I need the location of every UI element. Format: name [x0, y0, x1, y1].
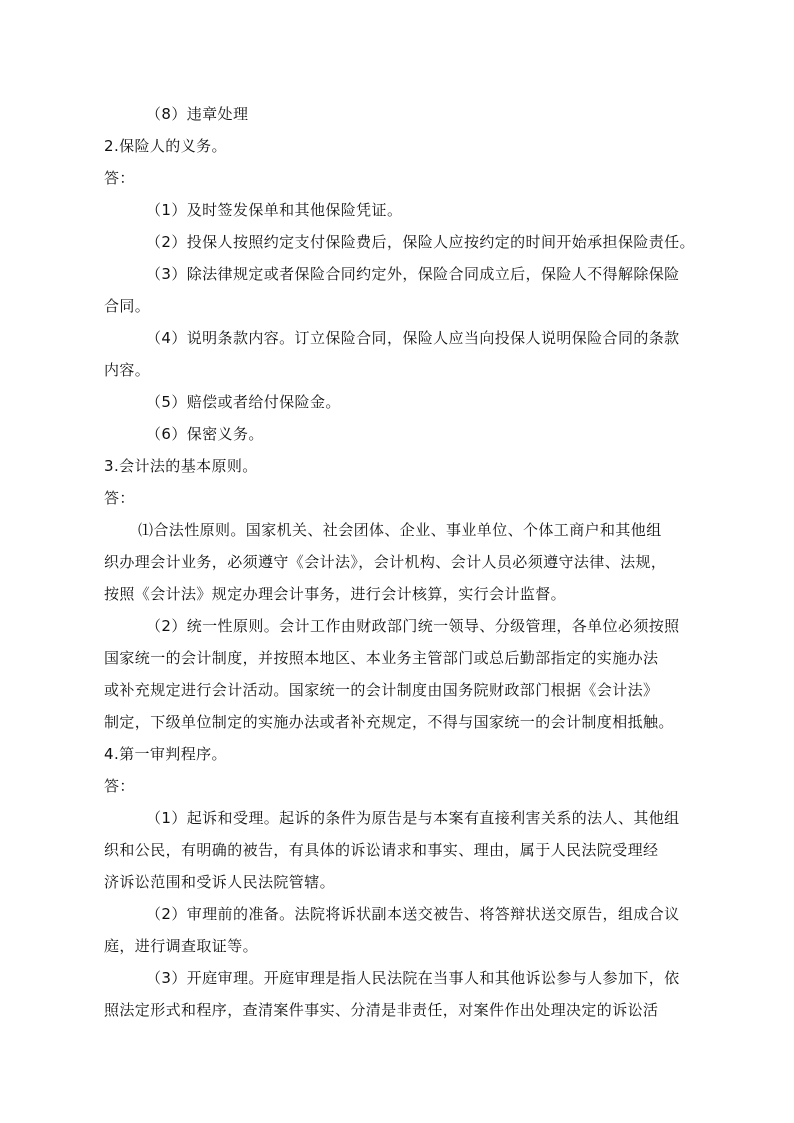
answer-item: （2）投保人按照约定支付保险费后，保险人应按约定的时间开始承担保险责任。: [146, 233, 695, 251]
answer-item: （3）开庭审理。开庭审理是指人民法院在当事人和其他诉讼参与人参加下，依: [146, 969, 680, 987]
answer-item: （4）说明条款内容。订立保险合同，保险人应当向投保人说明保险合同的条款: [146, 329, 680, 347]
answer-label: 答：: [104, 777, 135, 795]
answer-item: （6）保密义务。: [146, 425, 264, 443]
answer-item: （2）统一性原则。会计工作由财政部门统一领导、分级管理，各单位必须按照: [146, 617, 680, 635]
answer-item: （3）除法律规定或者保险合同约定外，保险合同成立后，保险人不得解除保险: [146, 265, 680, 283]
list-item-8-violation-handling: （8）违章处理: [146, 105, 249, 123]
answer-item-continuation: 庭，进行调查取证等。: [104, 937, 259, 955]
answer-item-continuation: 济诉讼范围和受诉人民法院管辖。: [104, 873, 336, 891]
answer-item-continuation: 国家统一的会计制度，并按照本地区、本业务主管部门或总后勤部指定的实施办法: [104, 649, 659, 667]
answer-item-continuation: 制定，下级单位制定的实施办法或者补充规定，不得与国家统一的会计制度相抵触。: [104, 713, 674, 731]
answer-item-continuation: 织办理会计业务，必须遵守《会计法》，会计机构、会计人员必须遵守法律、法规，: [104, 553, 667, 571]
answer-item: （1）及时签发保单和其他保险凭证。: [146, 201, 403, 219]
answer-item: （2）审理前的准备。法院将诉状副本送交被告、将答辩状送交原告，组成合议: [146, 905, 680, 923]
answer-label: 答：: [104, 169, 135, 187]
answer-item-continuation: 按照《会计法》规定办理会计事务，进行会计核算，实行会计监督。: [104, 585, 567, 603]
question-2-heading: 2.保险人的义务。: [104, 137, 227, 155]
answer-item-continuation: 内容。: [104, 361, 151, 379]
answer-item-continuation: 照法定形式和程序，查清案件事实、分清是非责任，对案件作出处理决定的诉讼活: [104, 1001, 659, 1019]
answer-item: ⑴合法性原则。国家机关、社会团体、企业、事业单位、个体工商户和其他组: [138, 521, 662, 539]
answer-item-continuation: 或补充规定进行会计活动。国家统一的会计制度由国务院财政部门根据《会计法》: [104, 681, 659, 699]
answer-item-continuation: 合同。: [104, 297, 151, 315]
answer-item-continuation: 织和公民，有明确的被告，有具体的诉讼请求和事实、理由，属于人民法院受理经: [104, 841, 659, 859]
question-4-heading: 4.第一审判程序。: [104, 745, 227, 763]
answer-item: （1）起诉和受理。起诉的条件为原告是与本案有直接利害关系的法人、其他组: [146, 809, 680, 827]
answer-label: 答：: [104, 489, 135, 507]
question-3-heading: 3.会计法的基本原则。: [104, 457, 258, 475]
answer-item: （5）赔偿或者给付保险金。: [146, 393, 341, 411]
